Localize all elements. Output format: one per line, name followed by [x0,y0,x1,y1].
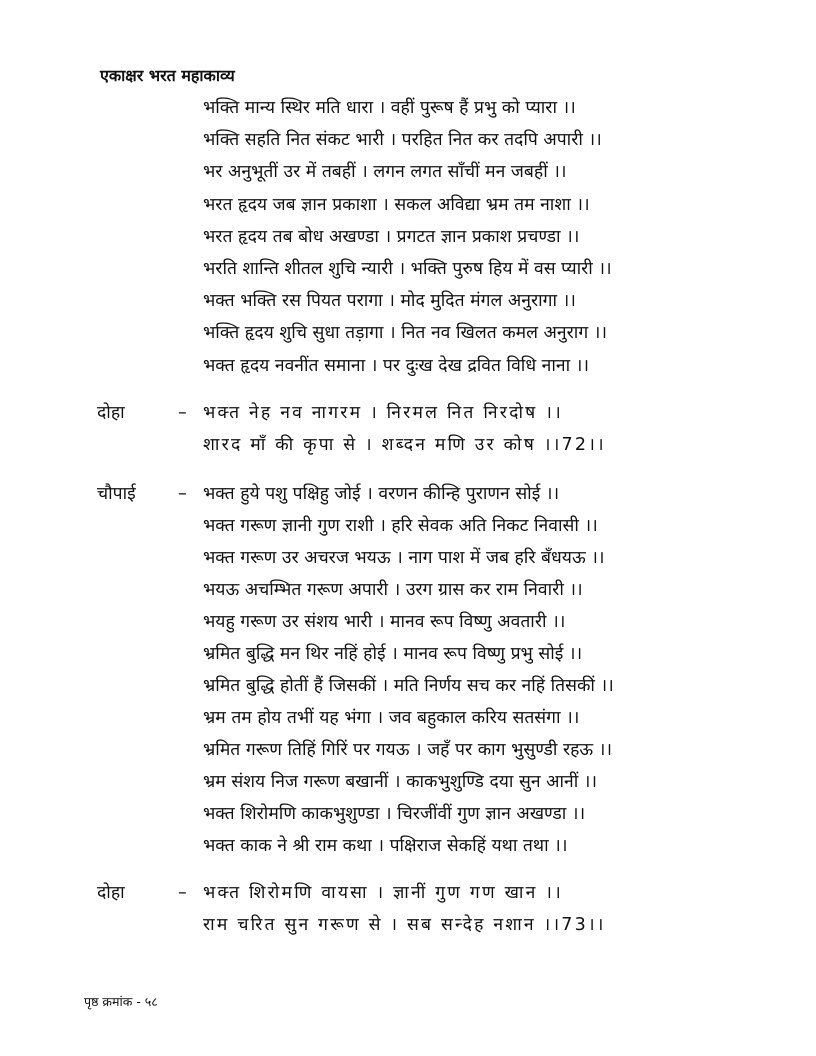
verse-line: भक्त हुये पशु पक्षिहु जोई । वरणन कीन्हि पुराणन सोई ।। [203,484,560,504]
verse-line: भ्रमित गरूण तिहिं गिरिं पर गयऊ । जहँ पर काग भुसुण्डी रहऊ ।। [203,740,612,760]
verse-line: भक्त हृदय नवनींत समाना । पर दुःख देख द्रवित विधि नाना ।। [203,356,589,376]
verse-line: भक्त काक ने श्री राम कथा । पक्षिराज सेकहिं यथा तथा ।। [203,836,568,856]
verse-line: भरत हृदय जब ज्ञान प्रकाशा । सकल अविद्या भ्रम तम नाशा ।। [203,195,590,215]
doha-line: शारद माँ की कृपा से । शब्दन मणि उर कोष ।।72।। [203,435,606,455]
verse-line: भ्रम तम होय तभीं यह भंगा । जव बहुकाल करिय सतसंगा ।। [203,708,580,728]
verse-line: भरति शान्ति शीतल शुचि न्यारी । भक्ति पुरुष हिय में वस प्यारी ।। [203,259,612,279]
doha-line: भक्त नेह नव नागरम । निरमल नित निरदोष ।। [203,403,563,423]
verse-line: भक्त गरूण ज्ञानी गुण राशी । हरि सेवक अति निकट निवासी ।। [203,516,598,536]
verse-line: भरत हृदय तब बोध अखण्डा । प्रगटत ज्ञान प्रकाश प्रचण्डा ।। [203,227,580,247]
verse-line: भ्रमित बुद्धि मन थिर नहिं होई । मानव रूप विष्णु प्रभु सोई ।। [203,644,583,664]
chaupai-label: चौपाई [97,484,136,504]
book-title: एकाक्षर भरत महाकाव्य [100,66,235,85]
doha-label: दोहा [97,403,125,423]
verse-line: भर अनुभूतीं उर में तबहीं । लगन लगत साँचीं मन जबहीं ।। [203,162,567,182]
verse-line: भ्रमित बुद्धि होतीं हैं जिसकीं । मति निर्णय सच कर नहिं तिसकीं ।। [203,676,614,696]
verse-line: भक्त शिरोमणि काकभुशुण्डा । चिरजींवीं गुण ज्ञान अखण्डा ।। [203,804,586,824]
dash-separator: – [178,484,187,504]
page-number: पृष्ठ क्रमांक - ५८ [84,994,158,1009]
verse-line: भयहु गरूण उर संशय भारी । मानव रूप विष्णु अवतारी ।। [203,612,566,632]
dash-separator: – [178,883,187,903]
verse-line: भक्त भक्ति रस पियत परागा । मोद मुदित मंगल अनुरागा ।। [203,291,576,311]
doha-label: दोहा [97,883,125,903]
verse-line: भ्रम संशय निज गरूण बखानीं । काकभुशुण्डि दया सुन आनीं ।। [203,772,598,792]
dash-separator: – [178,403,187,423]
verse-line: भक्ति मान्य स्थिर मति धारा । वहीं पुरूष हैं प्रभु को प्यारा ।। [203,98,576,118]
doha-line: भक्त शिरोमणि वायसा । ज्ञानीं गुण गण खान ।। [203,883,563,903]
doha-line: राम चरित सुन गरूण से । सब सन्देह नशान ।।73।। [203,915,606,935]
verse-line: भक्त गरूण उर अचरज भयऊ । नाग पाश में जब हरि बँधयऊ ।। [203,548,605,568]
verse-line: भयऊ अचम्भित गरूण अपारी । उरग ग्रास कर राम निवारी ।। [203,580,583,600]
verse-line: भक्ति हृदय शुचि सुधा तड़ागा । नित नव खिलत कमल अनुराग ।। [203,323,608,343]
verse-line: भक्ति सहति नित संकट भारी । परहित नित कर तदपि अपारी ।। [203,130,602,150]
